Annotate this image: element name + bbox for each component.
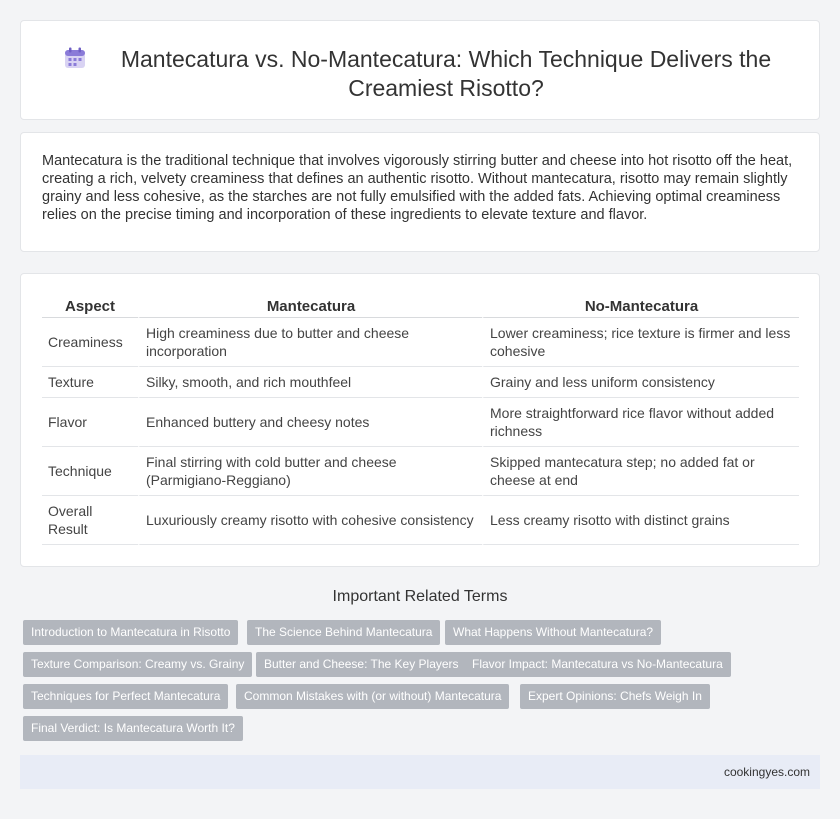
footer-site[interactable]: cookingyes.com — [723, 765, 810, 779]
page-title: Mantecatura vs. No-Mantecatura: Which Technique Delivers the Creamiest Risotto? — [120, 46, 772, 101]
row-aspect: Technique — [42, 447, 138, 496]
row-no-mantecatura: Skipped mantecatura step; no added fat or cheese at end — [482, 447, 799, 496]
row-aspect: Texture — [42, 367, 138, 398]
table-row — [42, 398, 799, 447]
table-row — [42, 367, 799, 398]
intro-paragraph: Mantecatura is the traditional technique that involves vigorously stirring butter and cheese into hot risotto off the heat, creating a rich, velvety creaminess that defines an authentic risotto. Without mantecatura, risotto may remain slightly grainy and less cohesive, as the starches are not fully emulsified with the added fats. Achieving optimal creaminess relies on the precise timing and incorporation of these ingredients to elevate texture and flavor. — [42, 153, 793, 223]
tag-without-mantecatura[interactable]: What Happens Without Mantecatura? — [445, 620, 661, 645]
row-mantecatura: Enhanced buttery and cheesy notes — [138, 398, 482, 447]
tag-common-mistakes[interactable]: Common Mistakes with (or without) Mantecatura — [236, 684, 509, 709]
table-row — [42, 447, 799, 496]
table-header-row — [42, 292, 799, 318]
row-no-mantecatura: Lower creaminess; rice texture is firmer and less cohesive — [482, 318, 799, 367]
tag-intro-mantecatura[interactable]: Introduction to Mantecatura in Risotto — [23, 620, 238, 645]
row-no-mantecatura: Grainy and less uniform consistency — [482, 367, 799, 398]
tag-butter-cheese[interactable]: Butter and Cheese: The Key Players — [256, 652, 467, 677]
row-mantecatura: High creaminess due to butter and cheese incorporation — [138, 318, 482, 367]
title-wrap — [21, 21, 821, 121]
table-row — [42, 496, 799, 545]
header-card — [20, 20, 820, 120]
table-row — [42, 318, 799, 367]
comparison-table — [42, 292, 799, 545]
header-aspect: Aspect — [42, 292, 138, 318]
related-terms-title: Important Related Terms — [332, 588, 508, 605]
tag-texture-comparison[interactable]: Texture Comparison: Creamy vs. Grainy — [23, 652, 252, 677]
footer — [20, 755, 820, 789]
tag-flavor-impact[interactable]: Flavor Impact: Mantecatura vs No-Mantecatura — [464, 652, 731, 677]
row-aspect: Flavor — [42, 398, 138, 447]
tag-expert-opinions[interactable]: Expert Opinions: Chefs Weigh In — [520, 684, 710, 709]
row-no-mantecatura: More straightforward rice flavor without added richness — [482, 398, 799, 447]
calendar-icon — [63, 46, 87, 70]
tag-techniques[interactable]: Techniques for Perfect Mantecatura — [23, 684, 228, 709]
comparison-card — [20, 273, 820, 567]
tag-science-behind[interactable]: The Science Behind Mantecatura — [247, 620, 440, 645]
row-aspect: Overall Result — [42, 496, 138, 545]
row-aspect: Creaminess — [42, 318, 138, 367]
header-mantecatura: Mantecatura — [138, 292, 482, 318]
header-no-mantecatura: No-Mantecatura — [482, 292, 799, 318]
row-no-mantecatura: Less creamy risotto with distinct grains — [482, 496, 799, 545]
intro-card — [20, 132, 820, 252]
row-mantecatura: Final stirring with cold butter and cheese (Parmigiano-Reggiano) — [138, 447, 482, 496]
tag-final-verdict[interactable]: Final Verdict: Is Mantecatura Worth It? — [23, 716, 243, 741]
row-mantecatura: Luxuriously creamy risotto with cohesive consistency — [138, 496, 482, 545]
row-mantecatura: Silky, smooth, and rich mouthfeel — [138, 367, 482, 398]
